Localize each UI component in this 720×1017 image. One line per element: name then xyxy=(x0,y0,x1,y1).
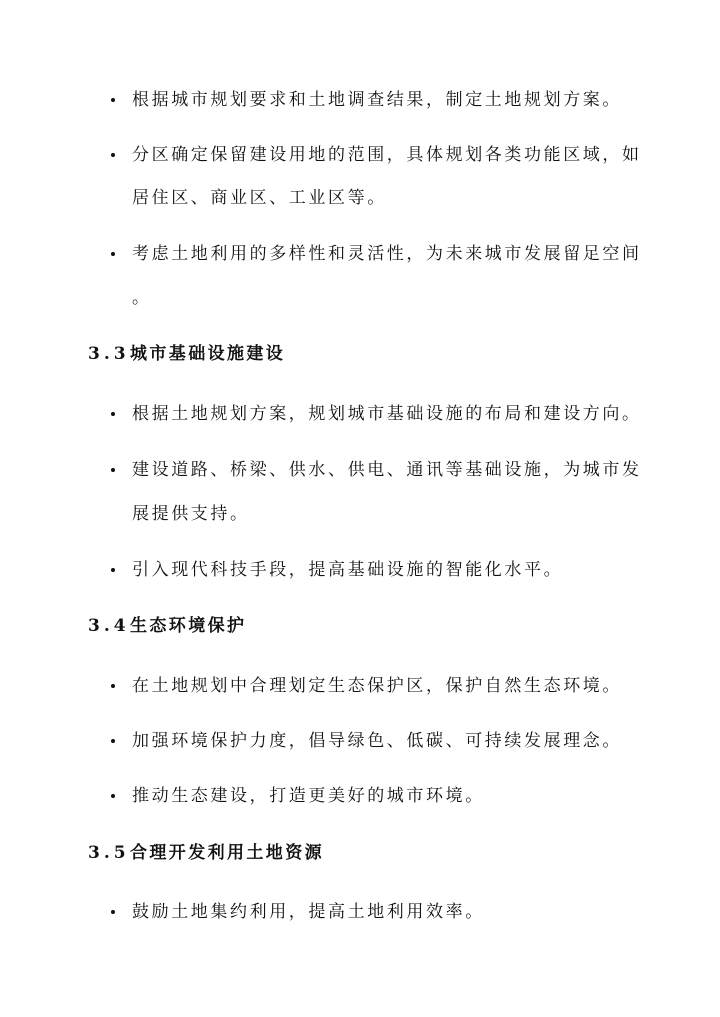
list-item-text: 根据土地规划方案，规划城市基础设施的布局和建设方向。 xyxy=(132,404,642,424)
list-item-text: 建设道路、桥梁、供水、供电、通讯等基础设施，为城市发 xyxy=(132,460,642,480)
section-number: 3.3 xyxy=(88,344,130,364)
bullet-dot xyxy=(111,684,115,688)
list-item-continuation: 展提供支持。 xyxy=(132,504,250,524)
list-item-continuation: 居住区、商业区、工业区等。 xyxy=(132,188,387,208)
section-heading xyxy=(88,342,285,366)
list-item-text: 在土地规划中合理划定生态保护区，保护自然生态环境。 xyxy=(132,676,622,696)
section-number: 3.4 xyxy=(88,616,130,636)
list-item-text: 推动生态建设，打造更美好的城市环境。 xyxy=(132,786,485,806)
bullet-dot xyxy=(111,739,115,743)
section-heading xyxy=(88,841,324,865)
bullet-dot xyxy=(111,794,115,798)
bullet-dot xyxy=(111,468,115,472)
list-item-continuation: 。 xyxy=(132,288,152,308)
list-item-text: 考虑土地利用的多样性和灵活性，为未来城市发展留足空间 xyxy=(132,244,642,264)
bullet-dot xyxy=(111,252,115,256)
bullet-dot xyxy=(111,98,115,102)
list-item-text: 鼓励土地集约利用，提高土地利用效率。 xyxy=(132,902,485,922)
list-item-text: 引入现代科技手段，提高基础设施的智能化水平。 xyxy=(132,560,564,580)
section-number: 3.5 xyxy=(88,843,130,863)
list-item-text: 分区确定保留建设用地的范围，具体规划各类功能区域，如 xyxy=(132,145,642,165)
bullet-dot xyxy=(111,153,115,157)
bullet-dot xyxy=(111,412,115,416)
bullet-dot xyxy=(111,568,115,572)
section-title: 合理开发利用土地资源 xyxy=(130,843,324,863)
section-title: 生态环境保护 xyxy=(130,616,247,636)
section-heading xyxy=(88,614,246,638)
list-item-text: 加强环境保护力度，倡导绿色、低碳、可持续发展理念。 xyxy=(132,731,622,751)
list-item-text: 根据城市规划要求和土地调查结果，制定土地规划方案。 xyxy=(132,90,622,110)
section-title: 城市基础设施建设 xyxy=(130,344,286,364)
bullet-dot xyxy=(111,910,115,914)
